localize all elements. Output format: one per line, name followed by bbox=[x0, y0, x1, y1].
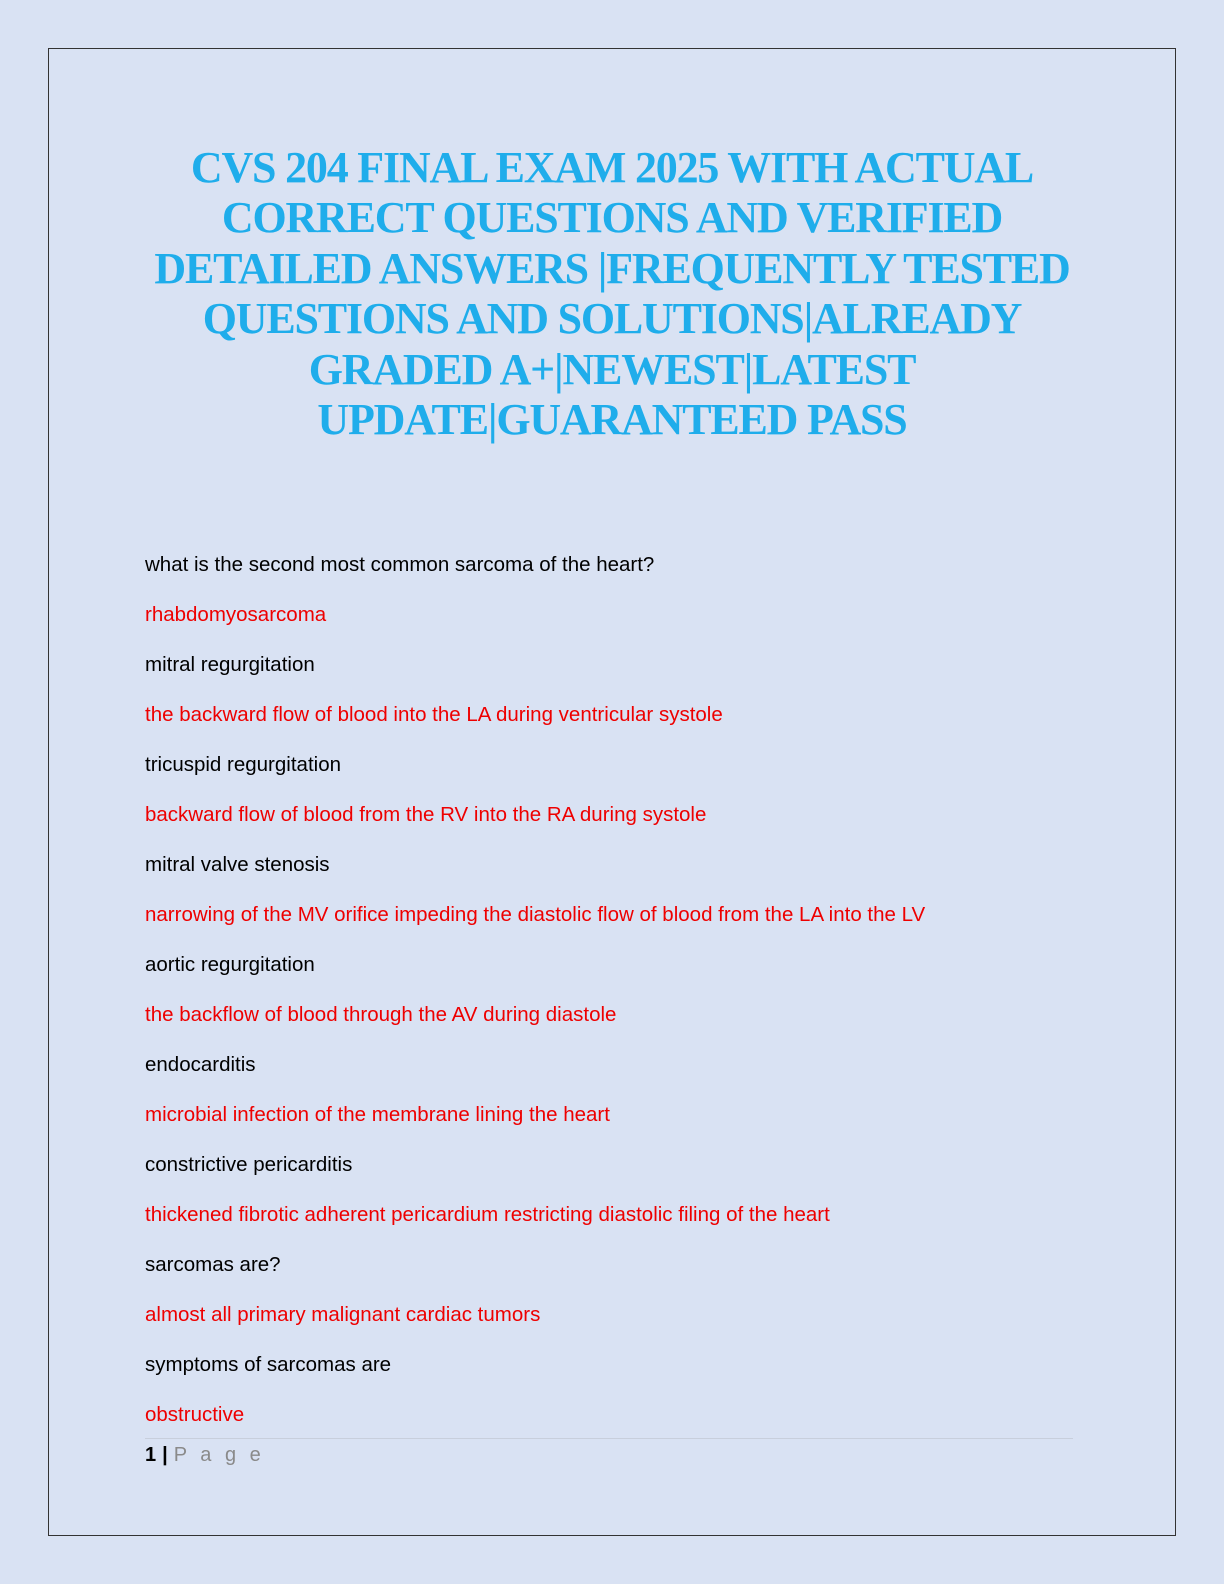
question-line: mitral regurgitation bbox=[145, 653, 315, 676]
question-line: sarcomas are? bbox=[145, 1253, 281, 1276]
answer-line: rhabdomyosarcoma bbox=[145, 603, 327, 626]
answer-line: narrowing of the MV orifice impeding the diastolic flow of blood from the LA into the LV bbox=[145, 903, 926, 926]
page-footer bbox=[145, 1441, 265, 1469]
answer-line: almost all primary malignant cardiac tumors bbox=[145, 1303, 541, 1326]
answer-line: obstructive bbox=[145, 1403, 245, 1426]
question-line: tricuspid regurgitation bbox=[145, 753, 341, 776]
question-line: endocarditis bbox=[145, 1053, 256, 1076]
page-frame bbox=[48, 48, 1176, 1536]
answer-line: thickened fibrotic adherent pericardium restricting diastolic filing of the heart bbox=[145, 1203, 830, 1226]
answer-line: the backflow of blood through the AV during diastole bbox=[145, 1003, 617, 1026]
question-line: symptoms of sarcomas are bbox=[145, 1353, 392, 1376]
qa-list bbox=[145, 550, 1105, 1450]
page-number: 1 bbox=[145, 1444, 157, 1466]
answer-line: the backward flow of blood into the LA during ventricular systole bbox=[145, 703, 723, 726]
answer-line: microbial infection of the membrane lining the heart bbox=[145, 1103, 610, 1126]
page-label: P a g e bbox=[173, 1444, 265, 1466]
footer-separator: | bbox=[162, 1444, 168, 1466]
document-title: CVS 204 FINAL EXAM 2025 WITH ACTUAL CORRECT QUESTIONS AND VERIFIED DETAILED ANSWERS |FREQUENTLY TESTED QUESTIONS AND SOLUTIONS|ALREADY GRADED A+|NEWEST|LATEST UPDATE|GUARANTEED PASS bbox=[154, 143, 1070, 445]
footer-divider bbox=[145, 1438, 1073, 1439]
question-line: constrictive pericarditis bbox=[145, 1153, 353, 1176]
question-line: aortic regurgitation bbox=[145, 953, 315, 976]
question-line: mitral valve stenosis bbox=[145, 853, 330, 876]
answer-line: backward flow of blood from the RV into the RA during systole bbox=[145, 803, 707, 826]
question-line: what is the second most common sarcoma of the heart? bbox=[145, 553, 655, 576]
